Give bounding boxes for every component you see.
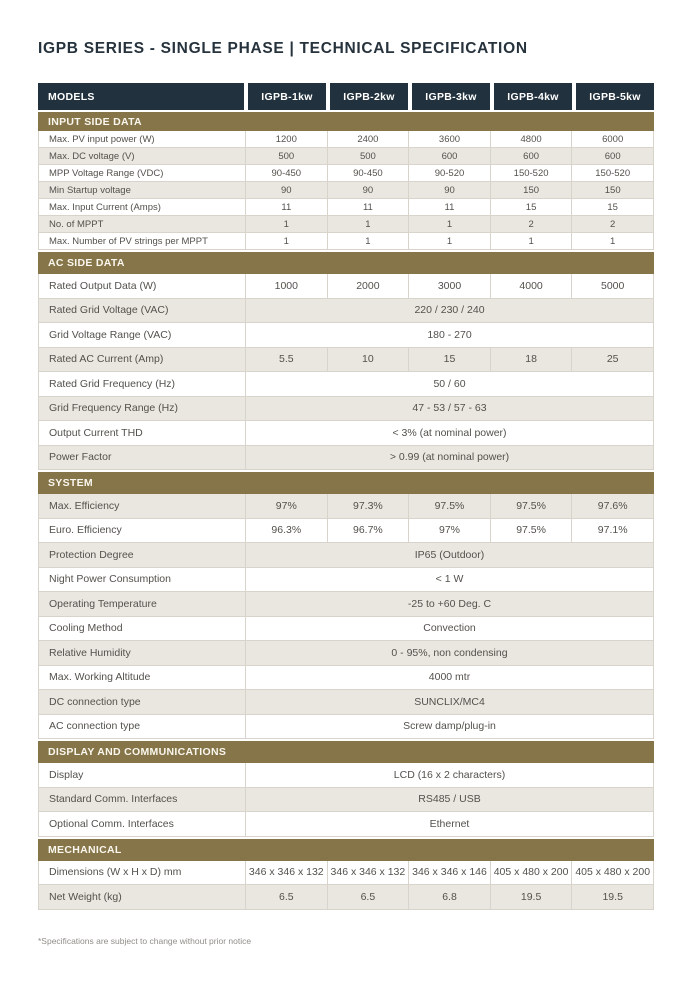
row-value: 600: [490, 148, 572, 164]
row-value-merged: 4000 mtr: [245, 666, 653, 690]
row-value: 1: [571, 233, 653, 249]
row-value: 5000: [571, 274, 653, 298]
row-label: Max. Input Current (Amps): [49, 201, 161, 213]
spec-row: [38, 233, 654, 250]
row-label: Display: [49, 768, 84, 781]
section-header: SYSTEM: [38, 472, 654, 494]
header-cell-models: MODELS: [38, 83, 244, 110]
row-label: Cooling Method: [49, 622, 123, 635]
row-value-merged: 47 - 53 / 57 - 63: [245, 397, 653, 421]
row-value-merged: 220 / 230 / 240: [245, 299, 653, 323]
row-value-merged: < 1 W: [245, 568, 653, 592]
row-label: Output Current THD: [49, 426, 143, 439]
spec-row: [38, 568, 654, 593]
row-value: 6.8: [408, 885, 490, 909]
spec-row: [38, 299, 654, 324]
row-label: Net Weight (kg): [49, 890, 122, 903]
row-value: 2: [571, 216, 653, 232]
row-value: 1: [327, 216, 409, 232]
row-value: 15: [408, 348, 490, 372]
header-cell-model: IGPB-4kw: [490, 83, 572, 110]
section-header: INPUT SIDE DATA: [38, 112, 654, 131]
row-label: MPP Voltage Range (VDC): [49, 167, 164, 179]
header-cell-model: IGPB-2kw: [326, 83, 408, 110]
row-value: 150-520: [490, 165, 572, 181]
spec-row: [38, 421, 654, 446]
header-cell-model: IGPB-5kw: [572, 83, 654, 110]
spec-row: [38, 216, 654, 233]
row-value: 6.5: [327, 885, 409, 909]
row-value: 96.7%: [327, 519, 409, 543]
row-value: 1000: [245, 274, 327, 298]
row-value: 19.5: [490, 885, 572, 909]
row-label: Power Factor: [49, 451, 112, 464]
spec-row: [38, 446, 654, 471]
row-value: 90: [408, 182, 490, 198]
section-header: MECHANICAL: [38, 839, 654, 861]
row-label: Max. Working Altitude: [49, 671, 151, 684]
spec-row: [38, 519, 654, 544]
row-label: Max. Efficiency: [49, 499, 120, 512]
section-header: DISPLAY AND COMMUNICATIONS: [38, 741, 654, 763]
row-value: 90-450: [245, 165, 327, 181]
row-label: Night Power Consumption: [49, 573, 171, 586]
row-value: 346 x 346 x 146: [408, 861, 490, 885]
row-value: 5.5: [245, 348, 327, 372]
row-label: Operating Temperature: [49, 597, 157, 610]
spec-row: [38, 397, 654, 422]
row-value-merged: SUNCLIX/MC4: [245, 690, 653, 714]
row-value-merged: 180 - 270: [245, 323, 653, 347]
row-label: Max. DC voltage (V): [49, 150, 135, 162]
table-header-row: [38, 83, 654, 110]
row-value: 3600: [408, 131, 490, 147]
row-label: Protection Degree: [49, 548, 134, 561]
header-cell-model: IGPB-3kw: [408, 83, 490, 110]
row-value: 1200: [245, 131, 327, 147]
row-value: 346 x 346 x 132: [327, 861, 409, 885]
spec-row: [38, 812, 654, 837]
row-label: Euro. Efficiency: [49, 524, 122, 537]
row-value: 4000: [490, 274, 572, 298]
row-value: 1: [327, 233, 409, 249]
row-value: 150: [571, 182, 653, 198]
row-value: 97.1%: [571, 519, 653, 543]
row-value: 97.6%: [571, 494, 653, 518]
row-value: 346 x 346 x 132: [245, 861, 327, 885]
row-value: 97.5%: [490, 519, 572, 543]
row-value: 405 x 480 x 200: [490, 861, 572, 885]
row-value: 600: [571, 148, 653, 164]
row-value: 19.5: [571, 885, 653, 909]
row-value-merged: Screw damp/plug-in: [245, 715, 653, 739]
row-value: 405 x 480 x 200: [571, 861, 653, 885]
row-label: Max. Number of PV strings per MPPT: [49, 235, 208, 247]
spec-row: [38, 666, 654, 691]
section-header: AC SIDE DATA: [38, 252, 654, 274]
row-value: 90: [245, 182, 327, 198]
row-value: 500: [245, 148, 327, 164]
row-value: 1: [245, 216, 327, 232]
row-value: 6000: [571, 131, 653, 147]
spec-row: [38, 641, 654, 666]
row-label: Dimensions (W x H x D) mm: [49, 866, 182, 879]
spec-row: [38, 182, 654, 199]
row-label: Max. PV input power (W): [49, 133, 155, 145]
row-value-merged: > 0.99 (at nominal power): [245, 446, 653, 470]
spec-row: [38, 323, 654, 348]
row-value: 1: [245, 233, 327, 249]
row-value: 90-450: [327, 165, 409, 181]
row-label: Relative Humidity: [49, 646, 131, 659]
spec-row: [38, 617, 654, 642]
row-label: Rated Grid Frequency (Hz): [49, 377, 176, 390]
row-value-merged: IP65 (Outdoor): [245, 543, 653, 567]
row-value-merged: Ethernet: [245, 812, 653, 836]
row-value: 90: [327, 182, 409, 198]
row-value-merged: < 3% (at nominal power): [245, 421, 653, 445]
spec-row: [38, 788, 654, 813]
spec-row: [38, 885, 654, 910]
spec-row: [38, 165, 654, 182]
row-label: Rated Grid Voltage (VAC): [49, 304, 169, 317]
row-value: 11: [327, 199, 409, 215]
row-value: 15: [490, 199, 572, 215]
row-label: Rated AC Current (Amp): [49, 353, 164, 366]
row-value: 500: [327, 148, 409, 164]
row-value: 96.3%: [245, 519, 327, 543]
row-value: 1: [490, 233, 572, 249]
row-value: 90-520: [408, 165, 490, 181]
row-value: 11: [408, 199, 490, 215]
spec-row: [38, 148, 654, 165]
row-value: 3000: [408, 274, 490, 298]
row-value-merged: RS485 / USB: [245, 788, 653, 812]
row-label: Grid Voltage Range (VAC): [49, 328, 172, 341]
spec-row: [38, 690, 654, 715]
row-value-merged: -25 to +60 Deg. C: [245, 592, 653, 616]
row-value-merged: 50 / 60: [245, 372, 653, 396]
row-value: 1: [408, 216, 490, 232]
row-label: Standard Comm. Interfaces: [49, 793, 178, 806]
spec-row: [38, 715, 654, 740]
row-value: 97.5%: [408, 494, 490, 518]
row-value: 6.5: [245, 885, 327, 909]
spec-row: [38, 199, 654, 216]
row-value: 97.5%: [490, 494, 572, 518]
row-label: Grid Frequency Range (Hz): [49, 402, 178, 415]
spec-row: [38, 763, 654, 788]
page-title: IGPB SERIES - SINGLE PHASE | TECHNICAL SPECIFICATION: [38, 40, 528, 57]
row-label: Optional Comm. Interfaces: [49, 817, 174, 830]
row-value: 18: [490, 348, 572, 372]
spec-table: [38, 83, 654, 910]
row-label: Rated Output Data (W): [49, 279, 157, 292]
footnote: *Specifications are subject to change without prior notice: [38, 936, 252, 946]
row-value: 150: [490, 182, 572, 198]
row-value: 150-520: [571, 165, 653, 181]
row-value: 97%: [245, 494, 327, 518]
row-value: 10: [327, 348, 409, 372]
row-value-merged: 0 - 95%, non condensing: [245, 641, 653, 665]
spec-row: [38, 348, 654, 373]
row-label: Min Startup voltage: [49, 184, 131, 196]
row-value: 97%: [408, 519, 490, 543]
spec-row: [38, 543, 654, 568]
row-label: DC connection type: [49, 695, 141, 708]
row-value: 1: [408, 233, 490, 249]
row-value: 11: [245, 199, 327, 215]
row-value: 600: [408, 148, 490, 164]
row-value: 97.3%: [327, 494, 409, 518]
row-value: 25: [571, 348, 653, 372]
row-value: 2400: [327, 131, 409, 147]
row-value-merged: Convection: [245, 617, 653, 641]
spec-row: [38, 861, 654, 886]
row-label: AC connection type: [49, 720, 141, 733]
spec-row: [38, 592, 654, 617]
row-value: 4800: [490, 131, 572, 147]
spec-row: [38, 494, 654, 519]
row-value-merged: LCD (16 x 2 characters): [245, 763, 653, 787]
spec-row: [38, 274, 654, 299]
header-cell-model: IGPB-1kw: [244, 83, 326, 110]
row-value: 2000: [327, 274, 409, 298]
row-label: No. of MPPT: [49, 218, 104, 230]
spec-row: [38, 372, 654, 397]
spec-row: [38, 131, 654, 148]
row-value: 15: [571, 199, 653, 215]
row-value: 2: [490, 216, 572, 232]
